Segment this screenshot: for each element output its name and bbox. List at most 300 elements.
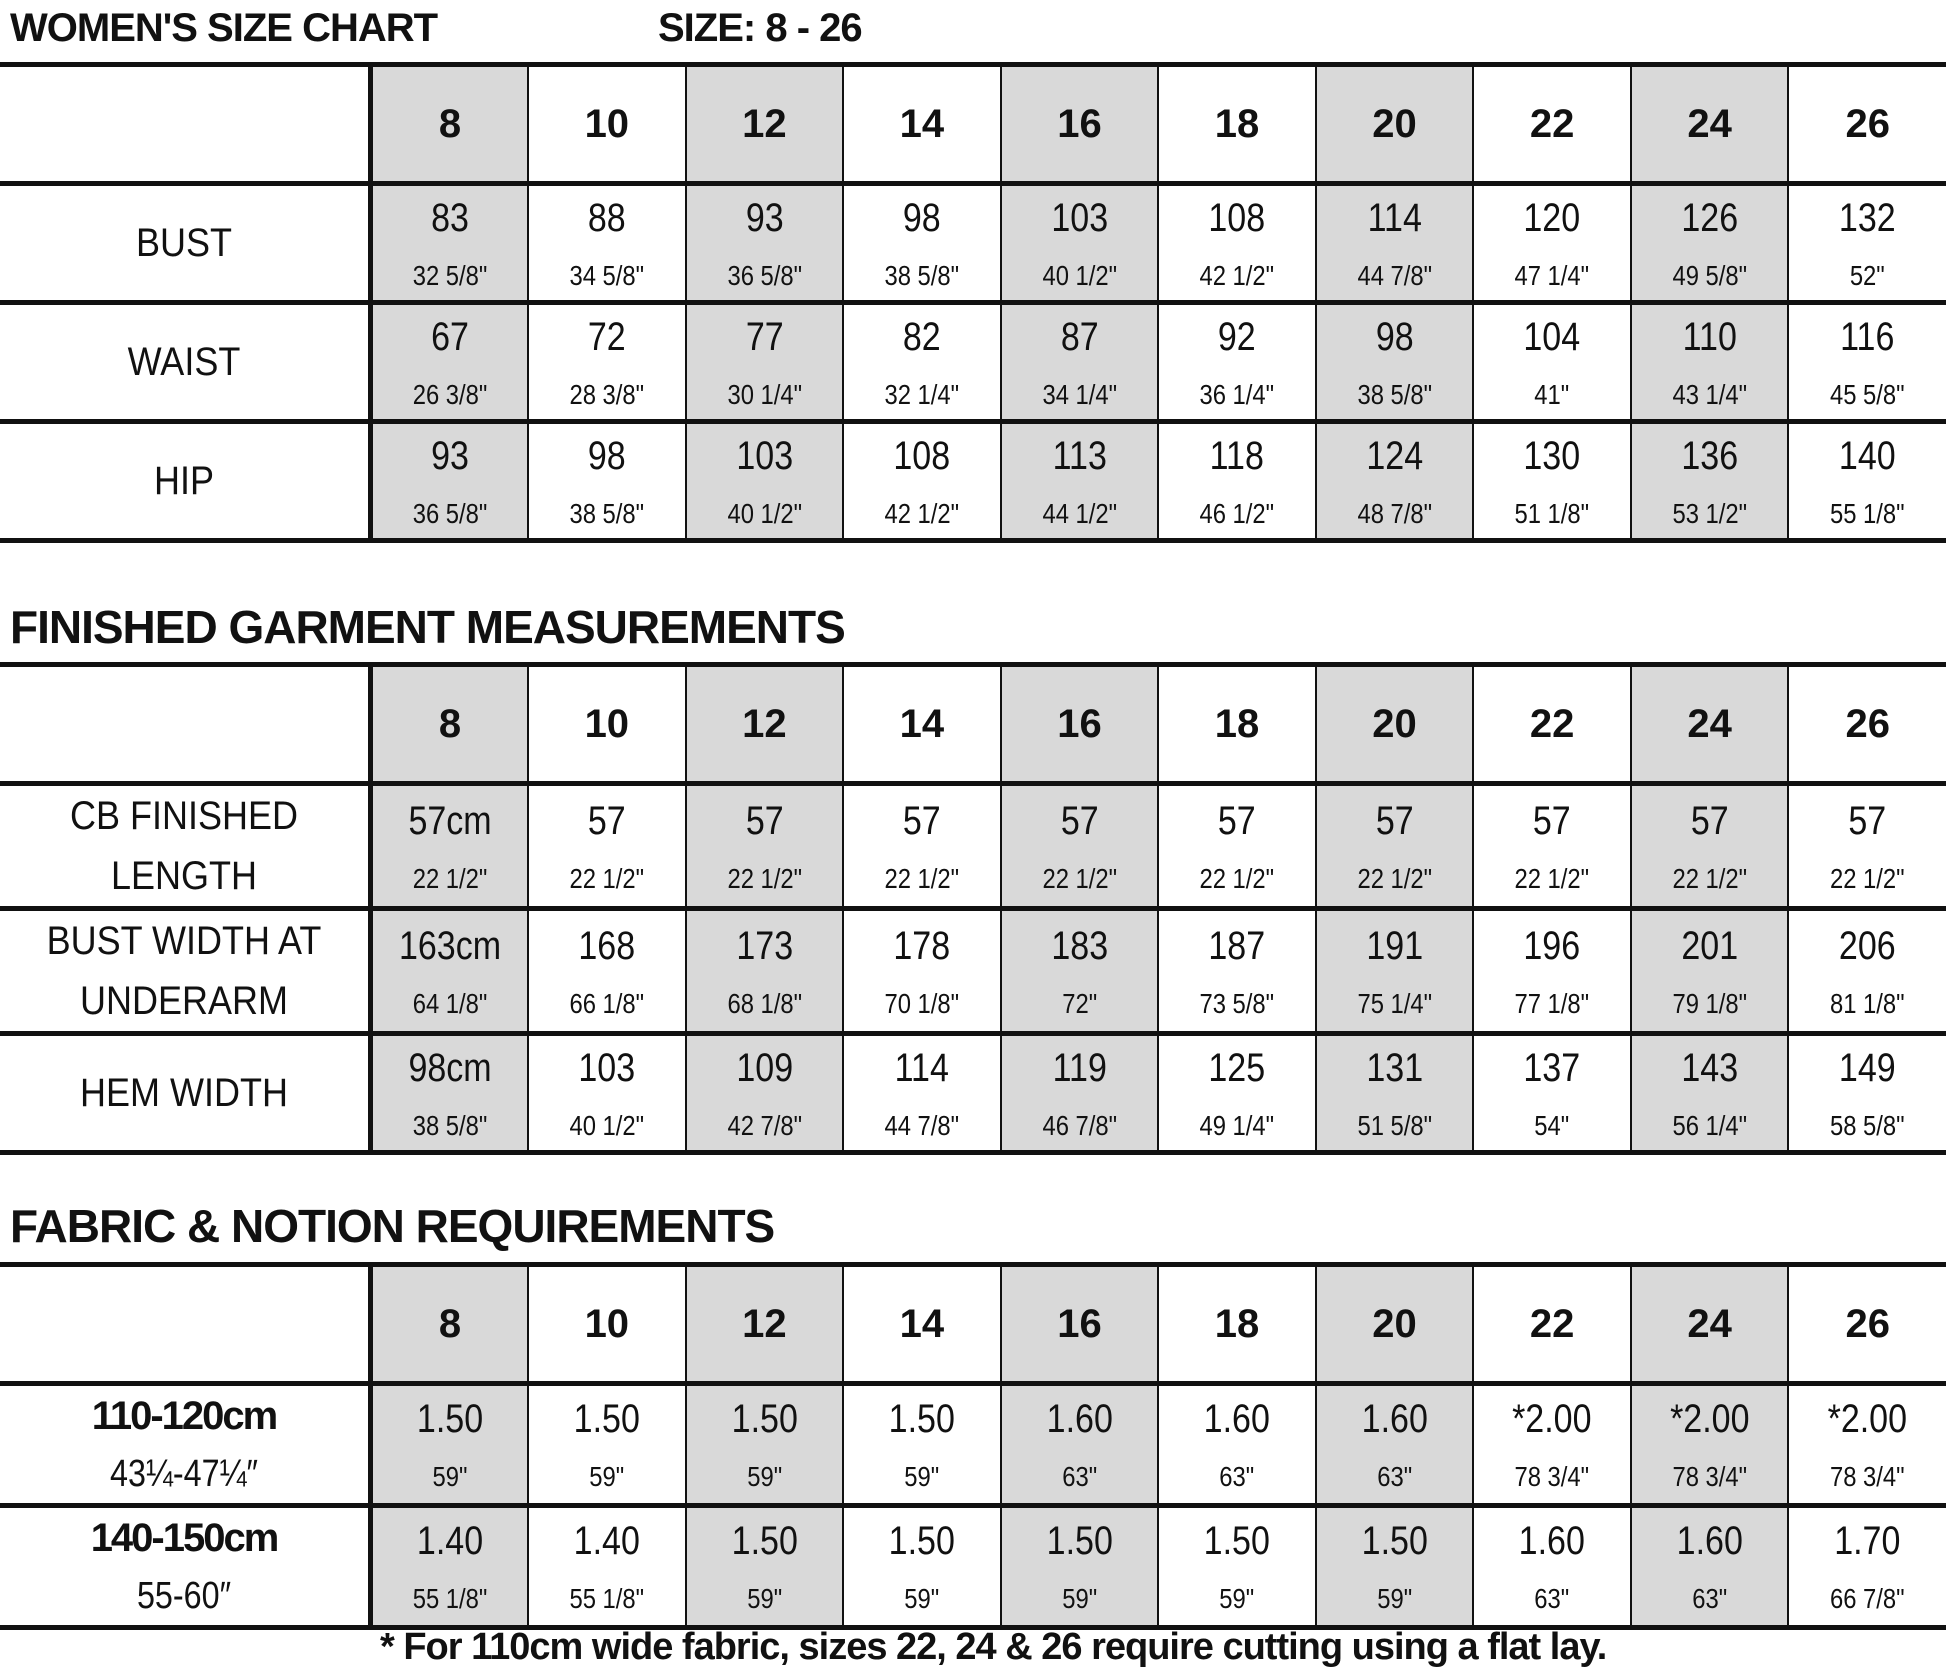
value-cell [1631, 303, 1789, 422]
imperial-value: 42 1/2" [884, 497, 960, 529]
metric-value: 131 [1366, 1045, 1423, 1090]
value-cell [1788, 1034, 1946, 1153]
imperial-value: 59" [1061, 1583, 1097, 1615]
value-cell [1316, 184, 1474, 303]
value-cell [1473, 1034, 1631, 1153]
size-header: 16 [1001, 665, 1159, 784]
metric-value: 108 [1208, 195, 1266, 240]
imperial-value: 51 1/8" [1514, 497, 1590, 529]
metric-value: 1.50 [888, 1519, 956, 1564]
value-cell [1001, 1034, 1159, 1153]
size-header: 18 [1158, 65, 1316, 184]
imperial-value: 63" [1534, 1583, 1570, 1615]
metric-value: 168 [578, 923, 636, 968]
size-header: 10 [528, 665, 686, 784]
imperial-value: 59" [746, 1461, 782, 1493]
table-row [0, 422, 1946, 541]
imperial-value: 22 1/2" [727, 862, 802, 894]
value-cell [371, 784, 529, 909]
size-header: 16 [1001, 1265, 1159, 1384]
metric-value: 57 [587, 798, 626, 843]
row-label-line: 140-150cm [90, 1516, 278, 1560]
value-cell [686, 1506, 844, 1628]
imperial-value: 36 5/8" [727, 259, 802, 291]
metric-value: 130 [1523, 433, 1581, 478]
imperial-value: 34 1/4" [1042, 378, 1117, 410]
value-cell [1473, 184, 1631, 303]
metric-value: 116 [1840, 314, 1895, 359]
imperial-value: 48 7/8" [1357, 497, 1432, 529]
imperial-value: 47 1/4" [1514, 259, 1590, 291]
value-cell [1631, 422, 1789, 541]
imperial-value: 81 1/8" [1830, 987, 1906, 1019]
value-cell [1001, 303, 1159, 422]
metric-value: 1.50 [1361, 1519, 1428, 1564]
size-header: 26 [1788, 1265, 1946, 1384]
imperial-value: 36 1/4" [1199, 378, 1275, 410]
imperial-value: 70 1/8" [884, 987, 960, 1019]
imperial-value: 63" [1377, 1461, 1413, 1493]
row-label-line: LENGTH [110, 854, 258, 898]
value-cell [843, 422, 1001, 541]
table-row [0, 784, 1946, 909]
size-header: 24 [1631, 665, 1789, 784]
value-cell [1788, 784, 1946, 909]
imperial-value: 68 1/8" [727, 987, 802, 1019]
size-header: 26 [1788, 65, 1946, 184]
imperial-value: 49 1/4" [1199, 1109, 1275, 1141]
row-label [0, 1506, 371, 1628]
size-header: 26 [1788, 665, 1946, 784]
value-cell [528, 1384, 686, 1506]
value-cell [686, 184, 844, 303]
value-cell [528, 184, 686, 303]
metric-value: 77 [745, 314, 784, 359]
imperial-value: 30 1/4" [727, 378, 802, 410]
imperial-value: 54" [1534, 1109, 1570, 1141]
imperial-value: 77 1/8" [1514, 987, 1590, 1019]
row-label-line: UNDERARM [79, 979, 289, 1023]
imperial-value: 38 5/8" [884, 259, 960, 291]
value-cell [1788, 422, 1946, 541]
imperial-value: 79 1/8" [1672, 987, 1747, 1019]
imperial-value: 59" [1219, 1583, 1255, 1615]
size-header: 24 [1631, 1265, 1789, 1384]
row-label-line: HEM WIDTH [80, 1071, 288, 1115]
corner-cell [0, 65, 371, 184]
imperial-value: 63" [1061, 1461, 1097, 1493]
corner-cell [0, 665, 371, 784]
row-label [0, 422, 371, 541]
value-cell [686, 303, 844, 422]
metric-value: 83 [431, 195, 469, 240]
row-label [0, 784, 371, 909]
value-cell [371, 1384, 529, 1506]
value-cell [1316, 1034, 1474, 1153]
size-header: 12 [686, 65, 844, 184]
imperial-value: 46 7/8" [1042, 1109, 1117, 1141]
row-label [0, 184, 371, 303]
size-header: 10 [528, 65, 686, 184]
value-cell [1158, 784, 1316, 909]
value-cell [1158, 303, 1316, 422]
size-header: 22 [1473, 1265, 1631, 1384]
metric-value: 57 [1848, 798, 1887, 843]
table-row [0, 1506, 1946, 1628]
value-cell [843, 909, 1001, 1034]
metric-value: 149 [1839, 1045, 1897, 1090]
size-header: 10 [528, 1265, 686, 1384]
value-cell [1631, 1034, 1789, 1153]
value-cell [528, 422, 686, 541]
value-cell [686, 422, 844, 541]
value-cell [528, 303, 686, 422]
row-label-line: 55-60″ [136, 1575, 232, 1617]
size-header: 14 [843, 665, 1001, 784]
imperial-value: 22 1/2" [1357, 862, 1432, 894]
imperial-value: 22 1/2" [1514, 862, 1590, 894]
size-header: 18 [1158, 1265, 1316, 1384]
value-cell [843, 1506, 1001, 1628]
imperial-value: 52" [1850, 259, 1886, 291]
row-label-line: CB FINISHED [69, 794, 299, 838]
imperial-value: 78 3/4" [1514, 1461, 1590, 1493]
metric-value: 98 [902, 195, 941, 240]
imperial-value: 59" [746, 1583, 782, 1615]
metric-value: 57 [1218, 798, 1256, 843]
imperial-value: 42 1/2" [1199, 259, 1275, 291]
footnote: * For 110cm wide fabric, sizes 22, 24 & 26 require cutting using a flat lay. [380, 1626, 1607, 1668]
metric-value: 57 [1690, 798, 1729, 843]
value-cell [1158, 1506, 1316, 1628]
metric-value: *2.00 [1669, 1397, 1750, 1442]
imperial-value: 56 1/4" [1672, 1109, 1747, 1141]
imperial-value: 22 1/2" [569, 862, 645, 894]
imperial-value: 59" [432, 1461, 468, 1493]
metric-value: 201 [1681, 923, 1739, 968]
value-cell [1631, 1384, 1789, 1506]
value-cell [1473, 784, 1631, 909]
metric-value: 124 [1366, 433, 1423, 478]
imperial-value: 38 5/8" [412, 1109, 488, 1141]
imperial-value: 45 5/8" [1830, 378, 1906, 410]
size-table [0, 1262, 1946, 1630]
header-row [0, 1265, 1946, 1384]
imperial-value: 22 1/2" [1199, 862, 1275, 894]
value-cell [1316, 303, 1474, 422]
metric-value: 114 [1367, 195, 1422, 240]
value-cell [1788, 1506, 1946, 1628]
metric-value: 140 [1839, 433, 1897, 478]
metric-value: 1.50 [573, 1397, 640, 1442]
metric-value: 1.60 [1203, 1397, 1271, 1442]
metric-value: 108 [893, 433, 951, 478]
imperial-value: 78 3/4" [1830, 1461, 1906, 1493]
imperial-value: 41" [1534, 378, 1570, 410]
size-header: 8 [371, 1265, 529, 1384]
value-cell [1316, 1384, 1474, 1506]
value-cell [843, 303, 1001, 422]
value-cell [1473, 422, 1631, 541]
metric-value: *2.00 [1512, 1397, 1592, 1442]
size-header: 14 [843, 65, 1001, 184]
value-cell [1631, 184, 1789, 303]
row-label [0, 303, 371, 422]
value-cell [1158, 909, 1316, 1034]
value-cell [371, 1506, 529, 1628]
table-row [0, 1034, 1946, 1153]
imperial-value: 22 1/2" [1830, 862, 1906, 894]
size-header: 14 [843, 1265, 1001, 1384]
header-row [0, 665, 1946, 784]
metric-value: 173 [735, 923, 793, 968]
metric-value: 187 [1208, 923, 1266, 968]
table-row [0, 303, 1946, 422]
finished-garment-heading: FINISHED GARMENT MEASUREMENTS [10, 601, 845, 653]
imperial-value: 38 5/8" [569, 497, 645, 529]
table-row [0, 909, 1946, 1034]
value-cell [1788, 303, 1946, 422]
metric-value: 93 [431, 433, 469, 478]
imperial-value: 40 1/2" [727, 497, 802, 529]
imperial-value: 59" [589, 1461, 625, 1493]
size-header: 16 [1001, 65, 1159, 184]
imperial-value: 55 1/8" [412, 1583, 488, 1615]
metric-value: 88 [587, 195, 626, 240]
metric-value: 178 [893, 923, 951, 968]
metric-value: 1.60 [1676, 1519, 1743, 1564]
metric-value: 137 [1523, 1045, 1581, 1090]
metric-value: 1.60 [1046, 1397, 1113, 1442]
metric-value: 206 [1839, 923, 1897, 968]
metric-value: 126 [1681, 195, 1739, 240]
value-cell [843, 1384, 1001, 1506]
imperial-value: 43 1/4" [1672, 378, 1747, 410]
metric-value: 125 [1208, 1045, 1266, 1090]
imperial-value: 40 1/2" [569, 1109, 645, 1141]
value-cell [371, 1034, 529, 1153]
metric-value: 1.60 [1519, 1519, 1586, 1564]
imperial-value: 63" [1219, 1461, 1255, 1493]
row-label-line: 110-120cm [91, 1394, 277, 1438]
imperial-value: 34 5/8" [569, 259, 645, 291]
metric-value: 57 [1375, 798, 1414, 843]
size-header: 22 [1473, 665, 1631, 784]
imperial-value: 58 5/8" [1830, 1109, 1906, 1141]
metric-value: 1.50 [416, 1397, 484, 1442]
imperial-value: 32 5/8" [412, 259, 488, 291]
metric-value: 87 [1060, 314, 1099, 359]
metric-value: 132 [1839, 195, 1897, 240]
value-cell [528, 909, 686, 1034]
metric-value: 67 [431, 314, 469, 359]
value-cell [1001, 784, 1159, 909]
metric-value: 93 [745, 195, 784, 240]
metric-value: 1.50 [1046, 1519, 1113, 1564]
imperial-value: 44 7/8" [884, 1109, 960, 1141]
value-cell [843, 784, 1001, 909]
row-label-line: BUST [135, 221, 233, 265]
chart-title: WOMEN'S SIZE CHART [10, 6, 438, 50]
value-cell [371, 422, 529, 541]
imperial-value: 66 7/8" [1830, 1583, 1906, 1615]
value-cell [1631, 784, 1789, 909]
imperial-value: 22 1/2" [412, 862, 488, 894]
row-label-line: 43¼-47¼″ [110, 1453, 258, 1495]
size-header: 20 [1316, 665, 1474, 784]
value-cell [1316, 1506, 1474, 1628]
value-cell [686, 1034, 844, 1153]
size-header: 12 [686, 1265, 844, 1384]
value-cell [843, 1034, 1001, 1153]
imperial-value: 22 1/2" [884, 862, 960, 894]
metric-value: 1.60 [1361, 1397, 1428, 1442]
size-range: SIZE: 8 - 26 [658, 6, 862, 50]
imperial-value: 38 5/8" [1357, 378, 1432, 410]
metric-value: 1.50 [731, 1397, 798, 1442]
imperial-value: 72" [1061, 987, 1097, 1019]
finished-garment-table [0, 662, 1946, 1155]
corner-cell [0, 1265, 371, 1384]
size-header: 20 [1316, 65, 1474, 184]
metric-value: 143 [1681, 1045, 1739, 1090]
metric-value: 1.70 [1834, 1519, 1901, 1564]
metric-value: 57cm [408, 798, 492, 843]
value-cell [1001, 184, 1159, 303]
metric-value: 110 [1682, 314, 1737, 359]
row-label-line: WAIST [127, 340, 241, 384]
row-label [0, 1034, 371, 1153]
value-cell [1316, 784, 1474, 909]
value-cell [1158, 1384, 1316, 1506]
value-cell [1158, 184, 1316, 303]
value-cell [528, 1506, 686, 1628]
row-label-line: HIP [153, 459, 215, 503]
metric-value: 57 [1060, 798, 1099, 843]
value-cell [686, 784, 844, 909]
value-cell [686, 909, 844, 1034]
value-cell [1158, 1034, 1316, 1153]
imperial-value: 36 5/8" [412, 497, 488, 529]
metric-value: 98cm [408, 1045, 492, 1090]
value-cell [1001, 422, 1159, 541]
size-header: 18 [1158, 665, 1316, 784]
metric-value: 57 [745, 798, 784, 843]
metric-value: 120 [1523, 195, 1581, 240]
imperial-value: 59" [904, 1461, 940, 1493]
metric-value: 183 [1051, 923, 1108, 968]
row-label [0, 909, 371, 1034]
value-cell [528, 784, 686, 909]
value-cell [843, 184, 1001, 303]
imperial-value: 66 1/8" [569, 987, 645, 1019]
metric-value: 103 [735, 433, 793, 478]
metric-value: 104 [1523, 314, 1581, 359]
value-cell [1788, 184, 1946, 303]
imperial-value: 46 1/2" [1199, 497, 1275, 529]
size-header: 12 [686, 665, 844, 784]
metric-value: 98 [587, 433, 626, 478]
metric-value: 136 [1681, 433, 1739, 478]
table-row [0, 184, 1946, 303]
metric-value: 114 [894, 1045, 950, 1090]
imperial-value: 22 1/2" [1672, 862, 1747, 894]
size-header: 24 [1631, 65, 1789, 184]
metric-value: 57 [1533, 798, 1572, 843]
value-cell [528, 1034, 686, 1153]
size-header: 8 [371, 665, 529, 784]
imperial-value: 32 1/4" [884, 378, 960, 410]
value-cell [1631, 1506, 1789, 1628]
imperial-value: 63" [1692, 1583, 1728, 1615]
value-cell [686, 1384, 844, 1506]
imperial-value: 22 1/2" [1042, 862, 1117, 894]
imperial-value: 26 3/8" [412, 378, 488, 410]
imperial-value: 44 7/8" [1357, 259, 1432, 291]
imperial-value: 42 7/8" [727, 1109, 802, 1141]
metric-value: 98 [1375, 314, 1414, 359]
imperial-value: 78 3/4" [1672, 1461, 1747, 1493]
value-cell [1316, 422, 1474, 541]
value-cell [371, 909, 529, 1034]
metric-value: 196 [1523, 923, 1581, 968]
metric-value: 103 [1051, 195, 1108, 240]
value-cell [1788, 909, 1946, 1034]
value-cell [371, 303, 529, 422]
size-table [0, 662, 1946, 1155]
imperial-value: 49 5/8" [1672, 259, 1747, 291]
metric-value: 82 [902, 314, 941, 359]
imperial-value: 51 5/8" [1357, 1109, 1432, 1141]
size-header: 20 [1316, 1265, 1474, 1384]
row-label-line: BUST WIDTH AT [46, 919, 322, 963]
metric-value: 1.50 [888, 1397, 956, 1442]
row-label [0, 1384, 371, 1506]
imperial-value: 73 5/8" [1199, 987, 1275, 1019]
metric-value: 103 [578, 1045, 636, 1090]
value-cell [1473, 1506, 1631, 1628]
imperial-value: 59" [1377, 1583, 1413, 1615]
metric-value: 119 [1052, 1045, 1107, 1090]
imperial-value: 75 1/4" [1357, 987, 1432, 1019]
imperial-value: 28 3/8" [569, 378, 645, 410]
value-cell [1631, 909, 1789, 1034]
metric-value: 1.40 [573, 1519, 640, 1564]
size-header: 8 [371, 65, 529, 184]
metric-value: 1.50 [731, 1519, 798, 1564]
metric-value: 1.50 [1203, 1519, 1271, 1564]
imperial-value: 55 1/8" [569, 1583, 645, 1615]
metric-value: *2.00 [1828, 1397, 1908, 1442]
value-cell [1158, 422, 1316, 541]
value-cell [1788, 1384, 1946, 1506]
size-header: 22 [1473, 65, 1631, 184]
metric-value: 163cm [398, 923, 502, 968]
header-row [0, 65, 1946, 184]
metric-value: 92 [1218, 314, 1256, 359]
body-measurements-table [0, 62, 1946, 543]
metric-value: 72 [587, 314, 626, 359]
value-cell [1001, 909, 1159, 1034]
imperial-value: 44 1/2" [1042, 497, 1117, 529]
imperial-value: 59" [904, 1583, 940, 1615]
value-cell [1316, 909, 1474, 1034]
imperial-value: 55 1/8" [1830, 497, 1906, 529]
metric-value: 57 [902, 798, 941, 843]
value-cell [371, 184, 529, 303]
size-table [0, 62, 1946, 543]
fabric-requirements-heading: FABRIC & NOTION REQUIREMENTS [10, 1200, 775, 1252]
